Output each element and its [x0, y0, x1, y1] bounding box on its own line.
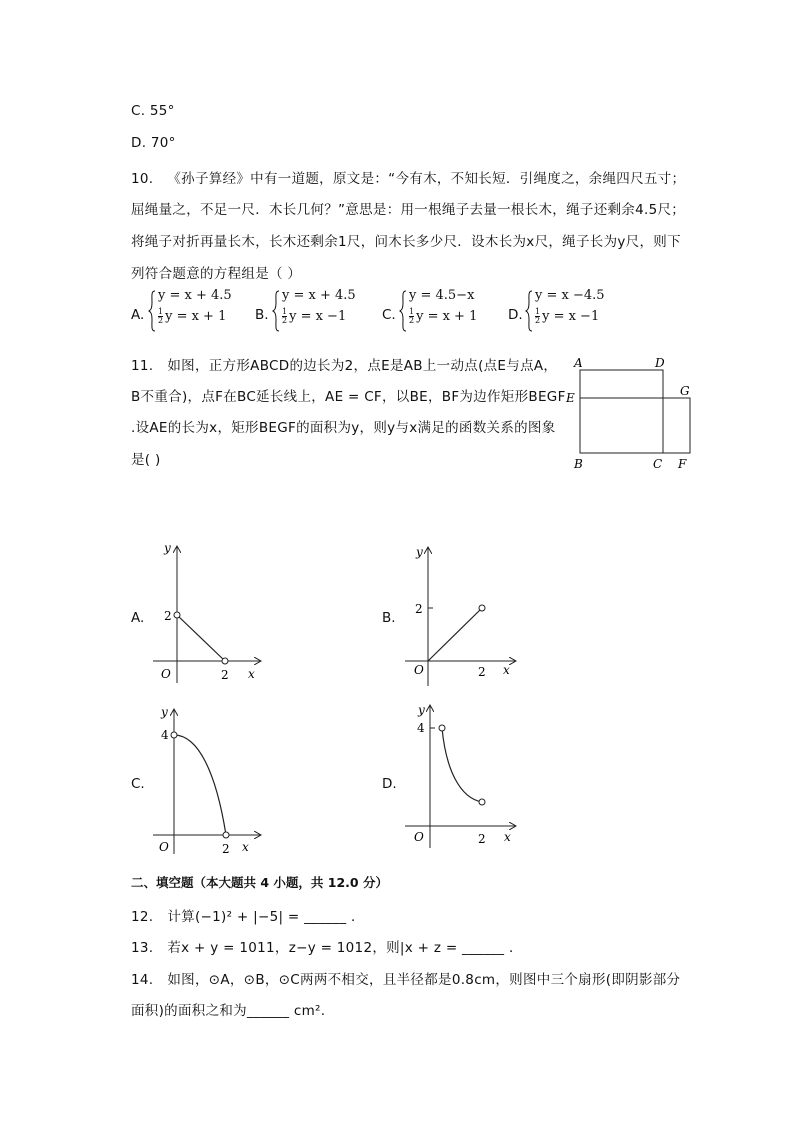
label-g: G — [680, 384, 690, 398]
q10-option-label: B. — [255, 307, 269, 323]
fraction-denominator: 2 — [282, 316, 288, 325]
equation-1: y = x + 4.5 — [158, 288, 232, 303]
q11-square-figure — [560, 350, 710, 480]
x-axis-label: x — [504, 830, 511, 844]
q11-number: 11. — [131, 358, 154, 374]
graph-line — [428, 608, 482, 661]
label-d: D — [655, 356, 665, 370]
equation-2: y = x + 1 — [416, 309, 478, 324]
equation-1: y = x −4.5 — [535, 288, 605, 303]
label-e: E — [566, 391, 575, 405]
open-point — [222, 658, 228, 664]
y-tick-label: 4 — [417, 721, 425, 735]
origin-label: O — [414, 830, 424, 844]
graph-curve — [174, 735, 226, 835]
x-tick-label: 2 — [222, 842, 230, 856]
q11-line-1 — [131, 354, 557, 374]
origin-label: O — [161, 667, 171, 681]
q12-line — [131, 905, 365, 925]
q14-line-1 — [131, 968, 680, 988]
equation-2: y = x −1 — [289, 309, 347, 324]
equation-2: y = x + 1 — [165, 309, 227, 324]
q14-text-1: 如图，⊙A，⊙B，⊙C两两不相交，且半径都是0.8cm，则图中三个扇形(即阴影部分 — [167, 972, 681, 988]
fraction — [282, 308, 287, 325]
equation-2: y = x −1 — [542, 309, 600, 324]
x-tick-label: 2 — [478, 832, 486, 846]
fraction-denominator: 2 — [409, 316, 415, 325]
equation-2-row — [535, 308, 599, 325]
q11-graph-c — [148, 702, 268, 857]
fraction-denominator: 2 — [535, 316, 541, 325]
fraction-denominator: 2 — [158, 316, 164, 325]
open-point — [171, 732, 177, 738]
q10-number: 10. — [131, 171, 154, 187]
q10-line-2: 屈绳量之，不足一尺．木长几何？”意思是：用一根绳子去量一根长木，绳子还剩余4.5尺； — [131, 202, 686, 218]
y-tick-label: 4 — [161, 728, 169, 742]
q13-text: 若x + y = 1011，z−y = 1012，则|x + z = ______ ． — [167, 940, 523, 956]
prev-option-d: D. 70° — [131, 135, 176, 151]
equation-1: y = x + 4.5 — [282, 288, 356, 303]
y-axis-label: y — [418, 703, 425, 717]
y-tick-label: 2 — [164, 609, 172, 623]
graph-curve — [442, 728, 482, 802]
y-axis-label: y — [161, 705, 168, 719]
q11-line-3: .设AE的长为x，矩形BEGF的面积为y，则y与x满足的函数关系的图象 — [131, 420, 556, 436]
q10-line-1 — [131, 167, 685, 187]
x-axis-label: x — [248, 667, 255, 681]
fraction-numerator: 1 — [282, 307, 288, 316]
q14-number: 14. — [131, 972, 154, 988]
label-c: C — [653, 457, 663, 471]
open-point — [479, 799, 485, 805]
q10-option-label: D. — [508, 307, 523, 323]
q11-line-2: B不重合)，点F在BC延长线上，AE = CF，以BE，BF为边作矩形BEGF — [131, 389, 566, 405]
fraction-numerator: 1 — [158, 307, 164, 316]
origin-label: O — [159, 840, 169, 854]
label-f: F — [678, 457, 687, 471]
equation-2-row — [158, 308, 226, 325]
brace-icon — [399, 290, 407, 332]
fraction-numerator: 1 — [535, 307, 541, 316]
equation-2-row — [282, 308, 346, 325]
y-tick-label: 2 — [415, 602, 423, 616]
brace-icon — [272, 290, 280, 332]
equation-2-row — [409, 308, 477, 325]
graph-line — [177, 615, 225, 661]
q10-option-label: A. — [131, 307, 145, 323]
q12-text: 计算(−1)² + |−5| = ______ ． — [167, 909, 365, 925]
fraction-numerator: 1 — [409, 307, 415, 316]
open-point — [439, 725, 445, 731]
q11-text-1: 如图，正方形ABCD的边长为2，点E是AB上一动点(点E与点A， — [167, 358, 558, 374]
x-tick-label: 2 — [221, 668, 229, 682]
brace-icon — [148, 290, 156, 332]
label-b: B — [574, 457, 583, 471]
q11-option-b-label: B. — [382, 610, 396, 626]
open-point — [174, 612, 180, 618]
q10-option-label: C. — [382, 307, 396, 323]
equation-1: y = 4.5−x — [409, 288, 475, 303]
q10-line-4: 列符合题意的方程组是（ ） — [131, 266, 302, 282]
q11-graph-b — [400, 540, 525, 690]
y-axis-label: y — [164, 541, 171, 555]
q11-option-d-label: D. — [382, 776, 397, 792]
prev-option-c: C. 55° — [131, 103, 175, 119]
rectangle-begf — [580, 398, 690, 453]
open-point — [223, 832, 229, 838]
q11-option-a-label: A. — [131, 610, 145, 626]
brace-icon — [525, 290, 533, 332]
fraction — [535, 308, 540, 325]
y-axis-label: y — [416, 545, 423, 559]
x-axis-label: x — [242, 840, 249, 854]
fraction — [158, 308, 163, 325]
x-axis-label: x — [503, 663, 510, 677]
q11-option-c-label: C. — [131, 776, 145, 792]
q13-number: 13. — [131, 940, 154, 956]
open-point — [479, 605, 485, 611]
x-tick-label: 2 — [478, 665, 486, 679]
q11-graph-d — [400, 700, 525, 850]
label-a: A — [574, 356, 583, 370]
q11-line-4: 是( ) — [131, 452, 161, 468]
q10-text-1: 《孙子算经》中有一道题，原文是：“今有木，不知长短．引绳度之，余绳四尺五寸； — [167, 171, 686, 187]
q12-number: 12. — [131, 909, 154, 925]
q14-line-2: 面积)的面积之和为______ cm². — [131, 1003, 326, 1019]
section-2-heading: 二、填空题（本大题共 4 小题，共 12.0 分） — [131, 875, 388, 890]
q10-line-3: 将绳子对折再量长木，长木还剩余1尺，问木长多少尺．设木长为x尺，绳子长为y尺，则下 — [131, 234, 681, 250]
fraction — [409, 308, 414, 325]
origin-label: O — [414, 663, 424, 677]
q13-line — [131, 936, 523, 956]
q11-graph-a — [148, 535, 268, 685]
square-abcd — [580, 370, 663, 453]
